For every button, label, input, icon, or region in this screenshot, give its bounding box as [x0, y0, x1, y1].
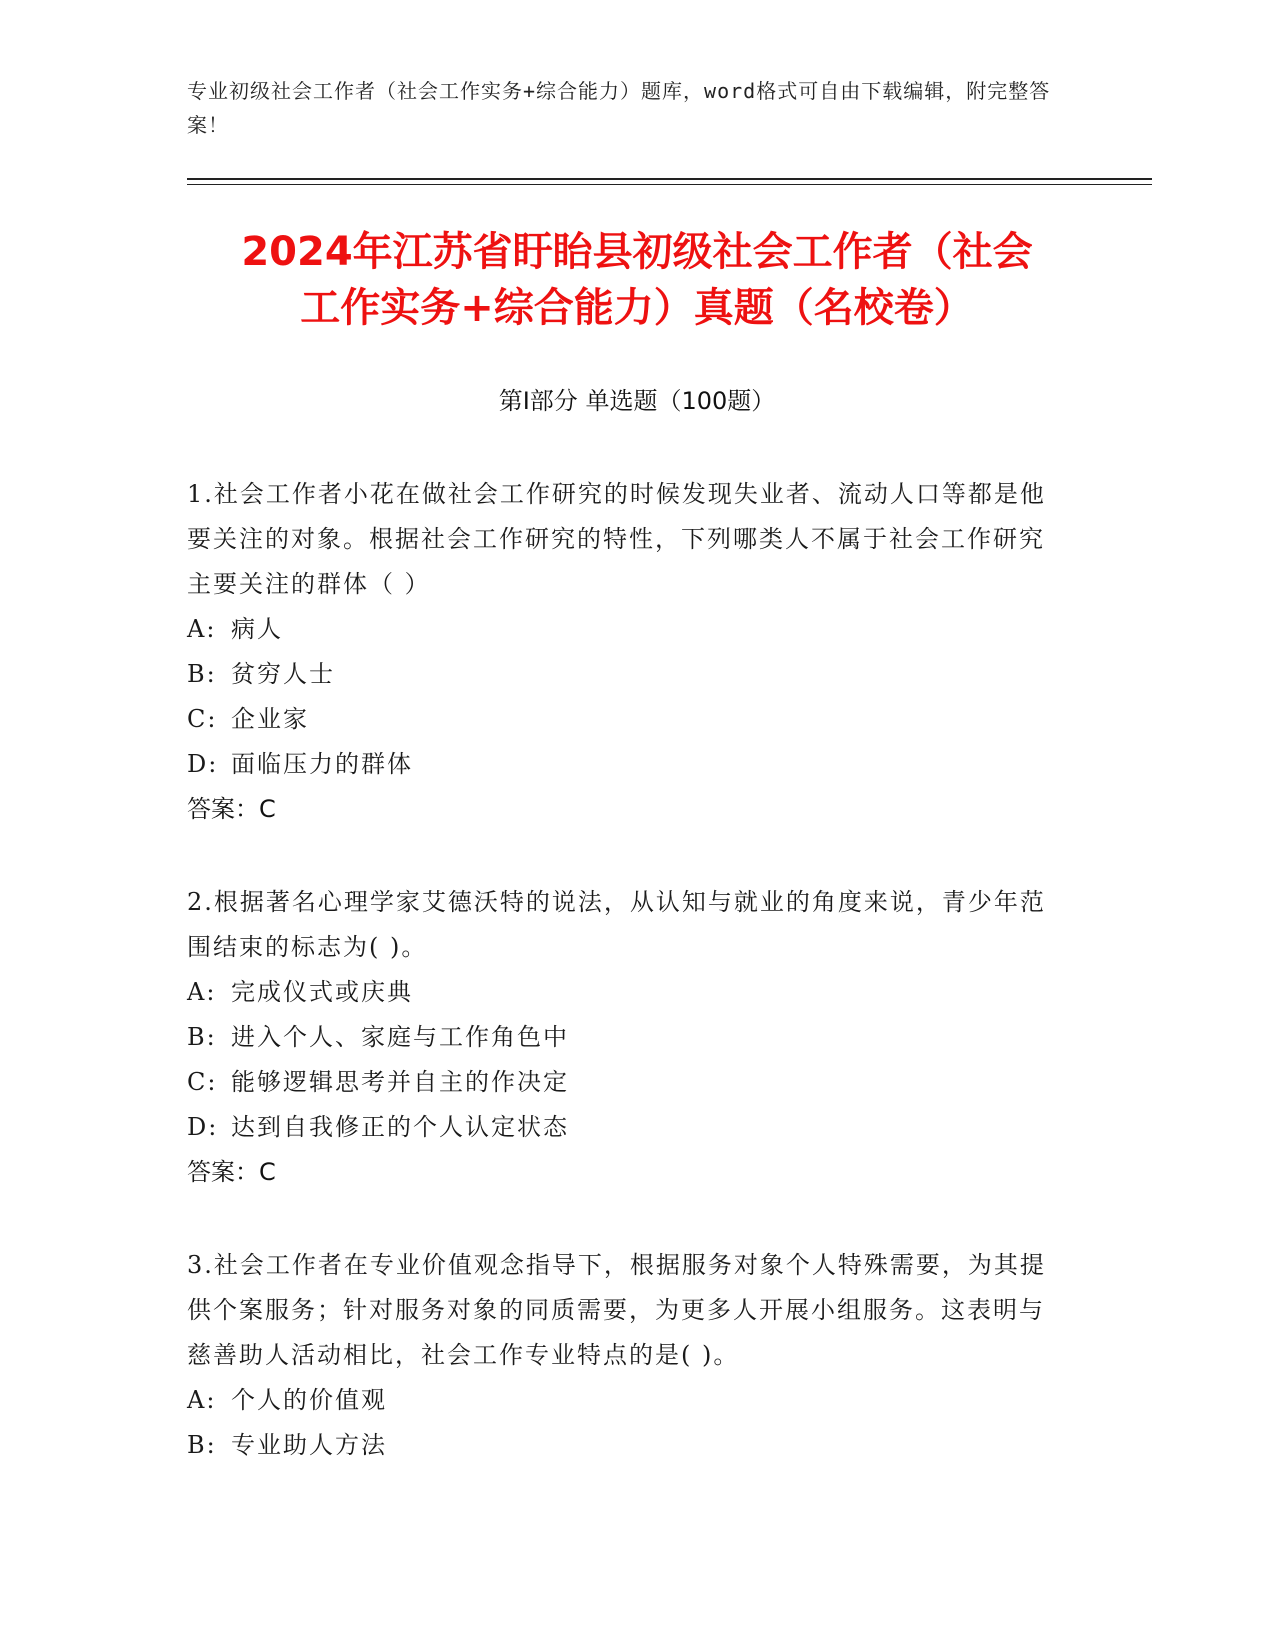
option-letter: B:	[187, 1023, 217, 1051]
document-title	[187, 224, 1087, 336]
option-letter: D:	[187, 750, 219, 778]
option-a	[187, 1378, 1067, 1423]
option-text: 达到自我修正的个人认定状态	[231, 1113, 569, 1141]
answer-line: 答案：C	[187, 795, 276, 823]
option-a	[187, 607, 1067, 652]
document-title-line-2: 工作实务+综合能力）真题（名校卷）	[300, 285, 974, 331]
option-letter: B:	[187, 1431, 217, 1459]
header-text: 专业初级社会工作者（社会工作实务+综合能力）题库，word格式可自由下载编辑，附完整答案！	[187, 79, 1051, 137]
option-d	[187, 742, 1067, 787]
option-letter: D:	[187, 1113, 219, 1141]
option-b	[187, 652, 1067, 697]
option-text: 专业助人方法	[231, 1431, 387, 1459]
option-text: 个人的价值观	[231, 1386, 387, 1414]
header-rule-thin	[187, 184, 1152, 185]
option-letter: A:	[187, 615, 217, 643]
option-text: 完成仪式或庆典	[231, 978, 413, 1006]
section-title: 第Ⅰ部分 单选题（100题）	[498, 387, 776, 415]
answer-line: 答案：C	[187, 1158, 276, 1186]
question-stem: 2.根据著名心理学家艾德沃特的说法，从认知与就业的角度来说，青少年范围结束的标志为( )。	[187, 888, 1046, 961]
option-letter: C:	[187, 1068, 218, 1096]
question-stem: 1.社会工作者小花在做社会工作研究的时候发现失业者、流动人口等都是他要关注的对象。根据社会工作研究的特性，下列哪类人不属于社会工作研究主要关注的群体（ ）	[187, 480, 1046, 598]
option-letter: A:	[187, 1386, 217, 1414]
option-text: 进入个人、家庭与工作角色中	[231, 1023, 569, 1051]
option-text: 病人	[231, 615, 283, 643]
question-3	[187, 1243, 1067, 1468]
option-letter: B:	[187, 660, 217, 688]
option-letter: C:	[187, 705, 218, 733]
option-b	[187, 1423, 1067, 1468]
question-2	[187, 880, 1067, 1195]
option-text: 企业家	[231, 705, 309, 733]
option-b	[187, 1015, 1067, 1060]
option-letter: A:	[187, 978, 217, 1006]
option-c	[187, 697, 1067, 742]
document-title-line-1: 2024年江苏省盱眙县初级社会工作者（社会	[241, 229, 1033, 275]
header-rule-thick	[187, 178, 1152, 180]
page-header	[187, 74, 1087, 142]
option-text: 能够逻辑思考并自主的作决定	[231, 1068, 569, 1096]
question-1	[187, 472, 1067, 832]
option-a	[187, 970, 1067, 1015]
option-text: 面临压力的群体	[231, 750, 413, 778]
option-d	[187, 1105, 1067, 1150]
option-text: 贫穷人士	[231, 660, 335, 688]
option-c	[187, 1060, 1067, 1105]
question-stem: 3.社会工作者在专业价值观念指导下，根据服务对象个人特殊需要，为其提供个案服务；针对服务对象的同质需要，为更多人开展小组服务。这表明与慈善助人活动相比，社会工作专业特点的是( )。	[187, 1251, 1046, 1369]
